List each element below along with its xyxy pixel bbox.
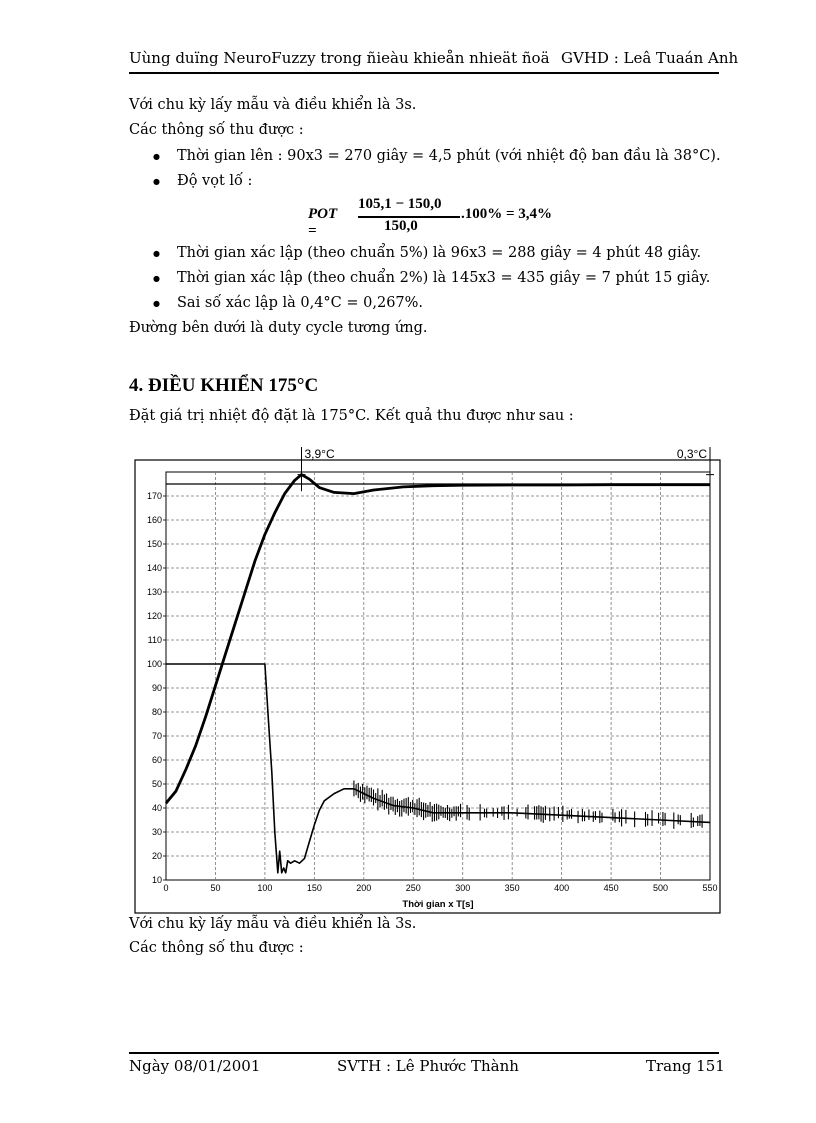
x-tick-label: 250 <box>405 883 421 893</box>
paragraph-sampling-2: Với chu kỳ lấy mẫu và điều khiển là 3s. <box>129 916 417 932</box>
paragraph-params-2: Các thông số thu được : <box>129 940 304 956</box>
footer-rule <box>129 1052 719 1054</box>
bullet-text: Sai số xác lập là 0,4°C = 0,267%. <box>177 295 424 311</box>
section-heading: 4. ĐIỀU KHIỂN 175°C <box>129 375 319 396</box>
y-tick-label: 60 <box>151 755 162 765</box>
footer-page: Trang 151 <box>646 1057 725 1075</box>
x-tick-label: 500 <box>653 883 669 893</box>
footer-student: SVTH : Lê Phước Thành <box>337 1057 519 1075</box>
y-tick-label: 130 <box>146 587 162 597</box>
y-tick-label: 110 <box>147 635 162 645</box>
y-tick-label: 150 <box>146 539 162 549</box>
y-tick-label: 160 <box>146 515 162 525</box>
annotation-label: 3,9°C <box>304 447 335 461</box>
x-tick-label: 200 <box>356 883 372 893</box>
x-tick-label: 0 <box>163 883 169 893</box>
section-intro: Đặt giá trị nhiệt độ đặt là 175°C. Kết quả thu được như sau : <box>129 408 574 424</box>
y-tick-label: 40 <box>151 803 162 813</box>
y-tick-label: 70 <box>151 731 162 741</box>
annotation-label: 0,3°C <box>676 447 707 461</box>
y-tick-label: 140 <box>146 563 162 573</box>
x-tick-label: 550 <box>702 883 718 893</box>
header-title: Uùng duïng NeuroFuzzy trong ñieàu khieån nhieät ñoä <box>129 49 550 67</box>
paragraph-duty: Đường bên dưới là duty cycle tương ứng. <box>129 320 428 336</box>
x-tick-label: 300 <box>455 883 471 893</box>
x-tick-label: 50 <box>210 883 221 893</box>
x-tick-label: 150 <box>306 883 322 893</box>
bullet-text: Thời gian xác lập (theo chuẩn 5%) là 96x3 = 288 giây = 4 phút 48 giây. <box>177 245 702 261</box>
formula-lhs: POT = <box>308 206 338 239</box>
y-tick-label: 50 <box>151 779 162 789</box>
x-axis-label: Thời gian x T[s] <box>402 899 474 910</box>
y-tick-label: 20 <box>151 851 162 861</box>
formula-numerator: 105,1 − 150,0 <box>358 196 442 212</box>
y-tick-label: 120 <box>146 611 162 621</box>
y-tick-label: 10 <box>151 875 162 885</box>
x-tick-label: 400 <box>554 883 570 893</box>
y-tick-label: 100 <box>146 659 162 669</box>
y-tick-label: 30 <box>151 827 162 837</box>
y-tick-label: 170 <box>146 491 162 501</box>
x-tick-label: 450 <box>603 883 619 893</box>
formula-denominator: 150,0 <box>384 218 418 234</box>
y-tick-label: 90 <box>151 683 162 693</box>
y-tick-label: 80 <box>151 707 162 717</box>
paragraph-params: Các thông số thu được : <box>129 122 304 138</box>
x-tick-label: 350 <box>504 883 520 893</box>
x-tick-label: 100 <box>257 883 273 893</box>
header-advisor: GVHD : Leâ Tuaán Anh <box>561 49 739 67</box>
formula-rhs: .100% = 3,4% <box>461 206 553 222</box>
paragraph-sampling: Với chu kỳ lấy mẫu và điều khiển là 3s. <box>129 97 417 113</box>
footer-date: Ngày 08/01/2001 <box>129 1057 261 1075</box>
bullet-text: Thời gian lên : 90x3 = 270 giây = 4,5 phút (với nhiệt độ ban đầu là 38°C). <box>177 148 721 164</box>
bullet-text: Độ vọt lố : <box>177 173 253 189</box>
bullet-text: Thời gian xác lập (theo chuẩn 2%) là 145x3 = 435 giây = 7 phút 15 giây. <box>177 270 711 286</box>
